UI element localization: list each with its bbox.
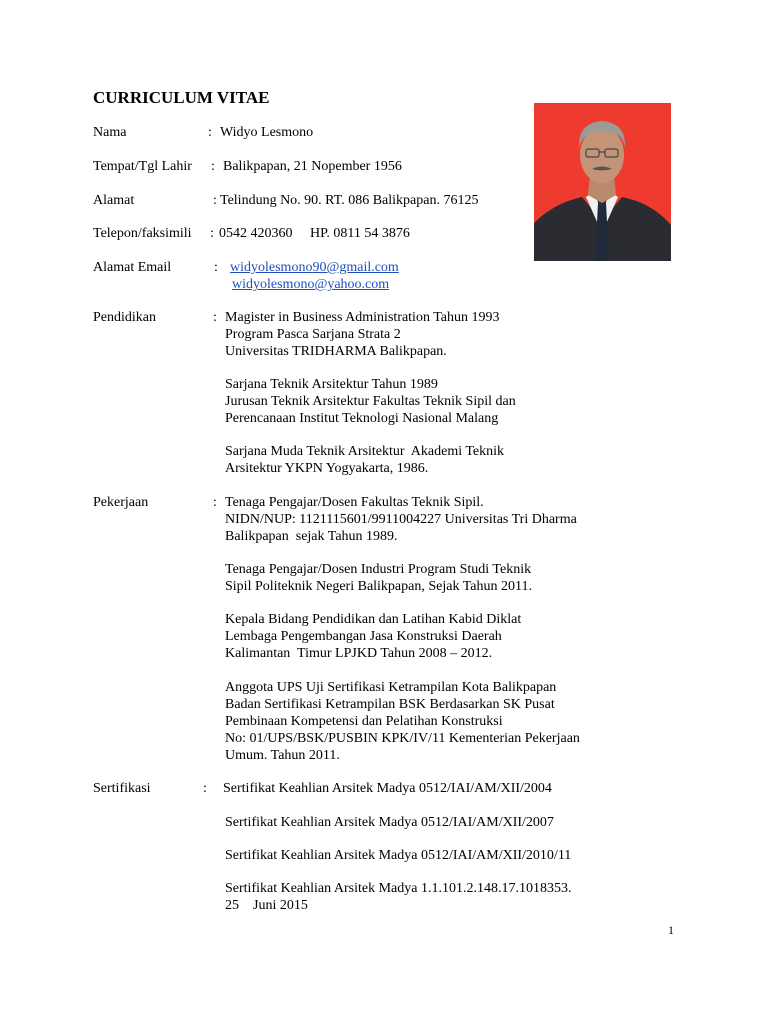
sertifikasi-label: Sertifikasi	[93, 781, 151, 796]
sertifikasi-separator: :	[203, 781, 207, 796]
pekerjaan-line: Badan Sertifikasi Ketrampilan BSK Berdasarkan SK Pusat	[225, 697, 555, 712]
person-icon	[534, 103, 671, 261]
sertifikasi-line: Sertifikat Keahlian Arsitek Madya 0512/IAI/AM/XII/2010/11	[225, 848, 572, 863]
nama-label: Nama	[93, 125, 127, 140]
nama-value: Widyo Lesmono	[220, 125, 314, 140]
page-title: CURRICULUM VITAE	[93, 88, 270, 107]
pekerjaan-line: Lembaga Pengembangan Jasa Konstruksi Daerah	[225, 629, 502, 644]
pekerjaan-line: Pembinaan Kompetensi dan Pelatihan Konstruksi	[225, 714, 503, 729]
pendidikan-line: Magister in Business Administration Tahun 1993	[225, 310, 500, 325]
pekerjaan-line: Tenaga Pengajar/Dosen Industri Program Studi Teknik	[225, 562, 532, 577]
pekerjaan-line: Umum. Tahun 2011.	[225, 748, 340, 763]
pekerjaan-label: Pekerjaan	[93, 495, 149, 510]
sertifikasi-line: Sertifikat Keahlian Arsitek Madya 1.1.101.2.148.17.1018353.	[225, 881, 572, 896]
pendidikan-line: Universitas TRIDHARMA Balikpapan.	[225, 344, 447, 359]
pendidikan-entry-3	[225, 443, 504, 477]
telepon-label: Telepon/faksimili	[93, 226, 192, 241]
pekerjaan-line: Tenaga Pengajar/Dosen Fakultas Teknik Sipil.	[225, 495, 484, 510]
ttl-value: Balikpapan, 21 Nopember 1956	[223, 159, 402, 174]
pendidikan-line: Jurusan Teknik Arsitektur Fakultas Teknik Sipil dan	[225, 394, 516, 409]
email-label: Alamat Email	[93, 260, 172, 275]
pendidikan-label: Pendidikan	[93, 310, 156, 325]
ttl-separator: :	[211, 159, 215, 174]
sertifikasi-line: Sertifikat Keahlian Arsitek Madya 0512/IAI/AM/XII/2004	[223, 781, 552, 796]
pekerjaan-line: Kalimantan Timur LPJKD Tahun 2008 – 2012.	[225, 646, 493, 661]
pendidikan-line: Arsitektur YKPN Yogyakarta, 1986.	[225, 461, 429, 476]
email-link-yahoo[interactable]: widyolesmono@yahoo.com	[232, 277, 390, 292]
alamat-value: Telindung No. 90. RT. 086 Balikpapan. 76125	[220, 193, 479, 208]
sertifikasi-entry-3	[225, 847, 571, 864]
email-separator: :	[214, 260, 218, 275]
portrait-photo	[534, 103, 671, 261]
pekerjaan-line: Anggota UPS Uji Sertifikasi Ketrampilan Kota Balikpapan	[225, 680, 557, 695]
pendidikan-line: Perencanaan Institut Teknologi Nasional Malang	[225, 411, 499, 426]
pekerjaan-separator: :	[213, 495, 217, 510]
pekerjaan-line: Balikpapan sejak Tahun 1989.	[225, 529, 398, 544]
pekerjaan-line: NIDN/NUP: 1121115601/9911004227 Universitas Tri Dharma	[225, 512, 577, 527]
sertifikasi-entry-2	[225, 814, 554, 831]
alamat-separator: :	[213, 193, 217, 208]
pendidikan-line: Program Pasca Sarjana Strata 2	[225, 327, 401, 342]
pendidikan-line: Sarjana Muda Teknik Arsitektur Akademi Teknik	[225, 444, 505, 459]
telepon-value: 0542 420360 HP. 0811 54 3876	[219, 226, 410, 241]
telepon-separator: :	[210, 226, 214, 241]
pekerjaan-entry-1	[225, 494, 577, 545]
pekerjaan-entry-4	[225, 679, 580, 764]
sertifikasi-line: Sertifikat Keahlian Arsitek Madya 0512/IAI/AM/XII/2007	[225, 815, 554, 830]
pendidikan-line: Sarjana Teknik Arsitektur Tahun 1989	[225, 377, 438, 392]
pekerjaan-entry-3	[225, 611, 521, 662]
pekerjaan-line: Sipil Politeknik Negeri Balikpapan, Sejak Tahun 2011.	[225, 579, 532, 594]
pekerjaan-line: Kepala Bidang Pendidikan dan Latihan Kabid Diklat	[225, 612, 522, 627]
pendidikan-entry-1	[225, 309, 499, 360]
pekerjaan-entry-2	[225, 561, 532, 595]
ttl-label: Tempat/Tgl Lahir	[93, 159, 192, 174]
sertifikasi-entry-1	[223, 780, 552, 797]
sertifikasi-line: 25 Juni 2015	[225, 898, 308, 913]
email-link-gmail[interactable]: widyolesmono90@gmail.com	[230, 260, 399, 275]
pekerjaan-line: No: 01/UPS/BSK/PUSBIN KPK/IV/11 Kementerian Pekerjaan	[225, 731, 580, 746]
page-number: 1	[668, 923, 674, 937]
sertifikasi-entry-4	[225, 880, 571, 914]
alamat-label: Alamat	[93, 193, 135, 208]
pendidikan-entry-2	[225, 376, 516, 427]
pendidikan-separator: :	[213, 310, 217, 325]
nama-separator: :	[208, 125, 212, 140]
